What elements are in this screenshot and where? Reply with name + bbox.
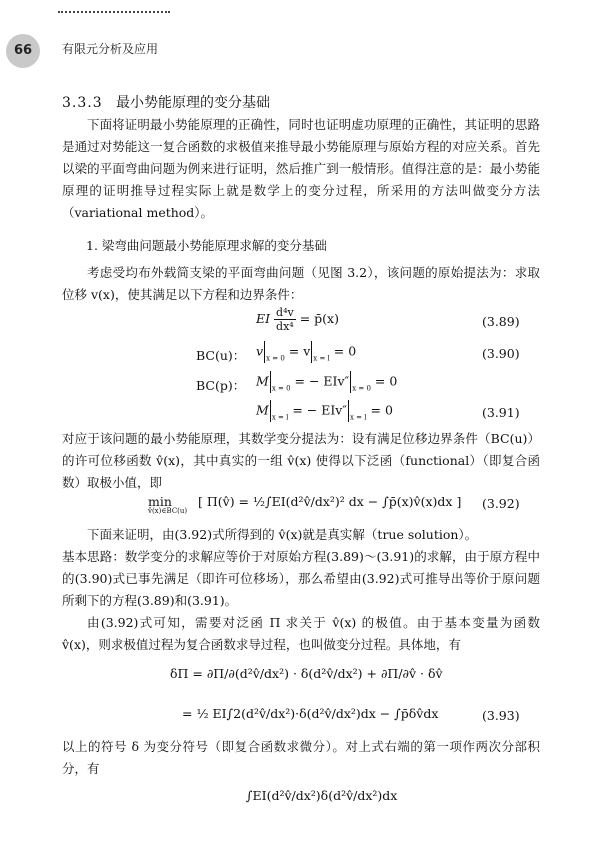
- section-heading: [62, 92, 270, 112]
- equation-number-3-89: (3.89): [482, 314, 520, 329]
- problem-paragraph: 考虑受均布外载简支梁的平面弯曲问题（见图 3.2），该问题的原始提法为：求取位移 v(x)，使其满足以下方程和边界条件：: [62, 265, 540, 302]
- note-paragraph: 以上的符号 δ 为变分符号（即复合函数求微分）。对上式右端的第一项作两次分部积分，有: [62, 739, 540, 776]
- section-title: 最小势能原理的变分基础: [116, 95, 270, 111]
- header-rule: [58, 11, 170, 13]
- intro-paragraph: 下面将证明最小势能原理的正确性，同时也证明虚功原理的正确性，其证明的思路是通过对势能这一复合函数的求极值来推导最小势能原理与原始方程的对应关系。首先以梁的平面弯曲问题为例来进行证明，然后推广到一般情形。值得注意的是：最小势能原理的证明推导过程实际上就是数学上的变分过程，所采用的方法叫做变分方法（variational method）。: [62, 117, 540, 220]
- page-number: 66: [6, 34, 40, 68]
- bc-p-label: BC(p)：: [196, 378, 246, 393]
- proof-line-1: 下面来证明，由(3.92)式所得到的 v̂(x)就是真实解（true solution）。: [87, 527, 478, 542]
- equation-3-92: [ Π(v̂) = ½∫EI(d²v̂/dx²)² dx − ∫p̄(x)v̂(x)dx ]: [198, 494, 462, 509]
- running-title: 有限元分析及应用: [62, 42, 159, 56]
- equation-number-3-91: (3.91): [482, 405, 520, 420]
- fraction: $\frac{\text{d⁴v}}{\text{dx⁴}}$: [276, 306, 294, 333]
- equation-3-91-a: M $_{x = 0}$ = − EIv″ $_{x = 0}$ = 0: [256, 371, 397, 393]
- equation-3-92-min: min v̂(x)∈BC(u): [148, 494, 188, 515]
- equation-3-93-line-2: = ½ EI∫2(d²v̂/dx²)·δ(d²v̂/dx²)dx − ∫p̄δv̂dx: [182, 706, 439, 721]
- equation-number-3-93: (3.93): [482, 708, 520, 723]
- extremum-paragraph: 由(3.92)式可知，需要对泛函 Π 求关于 v̂(x) 的极值。由于基本变量为函数 v̂(x)，则求极值过程为复合函数求导过程，也叫做变分过程。具体地，有: [62, 615, 540, 652]
- variational-paragraph: 对应于该问题的最小势能原理，其数学变分提法为：设有满足位移边界条件（BC(u)）的许可位移函数 v̂(x)，其中真实的一组 v̂(x) 使得以下泛函（functional）（即复合函数）取极小值，即: [62, 431, 540, 490]
- equation-3-90: v $_{x = 0}$ = v $_{x = l}$ = 0: [256, 341, 356, 363]
- section-number: 3.3.3: [62, 95, 103, 111]
- proof-paragraph: [62, 524, 540, 612]
- equation-3-91-b: M $_{x = l}$ = − EIv″ $_{x = l}$ = 0: [256, 400, 393, 422]
- equation-3-89: EI $\frac{\text{d⁴v}}{\text{dx⁴}}$ = p̄(x): [256, 306, 339, 333]
- bc-u-label: BC(u)：: [196, 348, 246, 363]
- equation-3-93-line-1: δΠ = ∂Π/∂(d²v̂/dx²) · δ(d²v̂/dx²) + ∂Π/∂v̂ · δv̂: [170, 666, 443, 681]
- equation-number-3-90: (3.90): [482, 346, 520, 361]
- proof-line-2: 基本思路：数学变分的求解应等价于对原始方程(3.89)～(3.91)的求解，由于原方程中的(3.90)式已事先满足（即许可位移场），那么希望由(3.92)式可推导出等价于原问题所剩下的方程(3.89)和(3.91)。: [62, 549, 540, 608]
- subheading: 1. 梁弯曲问题最小势能原理求解的变分基础: [86, 238, 327, 253]
- equation-number-3-92: (3.92): [482, 496, 520, 511]
- integral-expression: ∫EI(d²v̂/dx²)δ(d²v̂/dx²)dx: [246, 788, 398, 803]
